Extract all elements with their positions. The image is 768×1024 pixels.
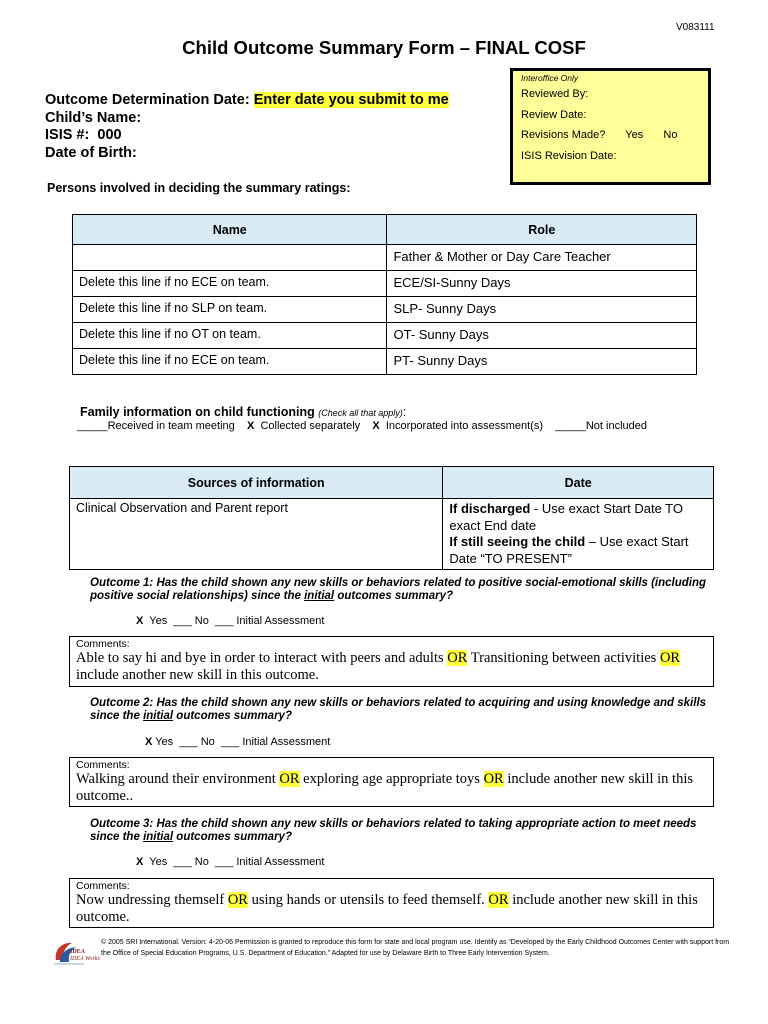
outcome-3-question — [90, 818, 710, 844]
persons-heading-text: Persons involved in deciding the summary ratings — [47, 181, 347, 195]
comment-part: using hands or utensils to feed themself. — [247, 892, 489, 908]
reviewed-by-field[interactable]: Reviewed By: — [521, 88, 589, 100]
svg-text:IDEA: IDEA — [70, 949, 86, 955]
discharged-label: If discharged — [449, 501, 531, 516]
answer-ia-blank[interactable]: ___ — [214, 856, 234, 868]
team-role-cell[interactable]: PT- Sunny Days — [387, 349, 697, 375]
isis-value[interactable]: 000 — [97, 127, 122, 143]
outcome-question-text: Outcome 2: Has the child shown any new skills or behaviors related to acquiring and using knowledge and skills since the — [90, 697, 707, 722]
answer-no-blank[interactable]: ___ — [173, 856, 192, 868]
name-column-header: Name — [73, 215, 387, 245]
outcome-1-question — [90, 577, 710, 603]
team-name-cell[interactable] — [73, 245, 387, 271]
comment-part: Able to say hi and bye in order to interact with peers and adults — [76, 650, 448, 666]
table-row — [73, 297, 697, 323]
team-table — [72, 214, 697, 375]
role-column-header: Role — [387, 215, 697, 245]
outcome-question-text: Outcome 3: Has the child shown any new skills or behaviors related to taking appropriate action to meet needs since the — [90, 818, 697, 843]
answer-initial-assessment: Initial Assessment — [236, 615, 325, 627]
form-title: Child Outcome Summary Form – FINAL COSF — [182, 37, 586, 58]
table-row — [73, 323, 697, 349]
outcome-2-answer — [145, 736, 330, 748]
team-name-cell[interactable]: Delete this line if no ECE on team. — [73, 349, 387, 375]
team-name-cell[interactable]: Delete this line if no SLP on team. — [73, 297, 387, 323]
outcome-1-comments[interactable] — [69, 636, 714, 687]
outcome-question-text: outcomes summary? — [173, 831, 292, 843]
answer-yes: Yes — [149, 615, 168, 627]
or-highlight: OR — [488, 892, 509, 908]
answer-check-mark[interactable]: X — [136, 615, 144, 627]
still-seeing-label: If still seeing the child — [449, 534, 586, 549]
revisions-no-option[interactable]: No — [663, 129, 678, 141]
family-heading-text: Family information on child functioning — [80, 405, 315, 419]
table-row — [70, 499, 714, 570]
svg-text:IDEA Works: IDEA Works — [70, 956, 100, 962]
comments-text — [76, 892, 707, 926]
comment-part: Walking around their environment — [76, 771, 280, 787]
still-seeing-text: – Use exact Start Date “TO PRESENT” — [449, 534, 689, 566]
interoffice-box — [510, 68, 711, 185]
comments-text — [76, 650, 707, 684]
comment-part: include another new skill in this outcome. — [76, 892, 698, 925]
team-role-cell[interactable]: SLP- Sunny Days — [387, 297, 697, 323]
option-check-mark[interactable]: X — [247, 420, 255, 432]
answer-no: No — [200, 736, 215, 748]
outcome-question-text: Outcome 1: Has the child shown any new skills or behaviors related to positive social-emotional skills (including positive social relationships) since the — [90, 577, 707, 602]
outcome-3-answer — [136, 856, 324, 868]
option-blank[interactable]: _____ — [555, 420, 586, 432]
comment-part: Transitioning between activities — [467, 650, 660, 666]
revisions-yes-option[interactable]: Yes — [625, 129, 644, 141]
child-info-block — [45, 92, 449, 162]
answer-check-mark[interactable]: X — [145, 736, 153, 748]
revisions-made-label: Revisions Made? — [521, 129, 606, 141]
comments-label: Comments: — [76, 759, 130, 771]
outcome-question-underline: initial — [143, 831, 174, 843]
family-heading-note: (Check all that apply) — [318, 408, 403, 418]
option-check-mark[interactable]: X — [372, 420, 380, 432]
comment-part: include another new skill in this outcome.. — [76, 771, 693, 804]
answer-no: No — [194, 856, 209, 868]
answer-yes: Yes — [155, 736, 174, 748]
or-highlight: OR — [227, 892, 248, 908]
date-column-header: Date — [443, 467, 714, 499]
comments-label: Comments: — [76, 880, 130, 892]
outcome-2-comments[interactable] — [69, 757, 714, 807]
outcome-2-question — [90, 697, 710, 723]
outcome-date-row — [45, 92, 449, 110]
review-date-field[interactable]: Review Date: — [521, 108, 587, 121]
family-options-line — [77, 420, 647, 432]
isis-revision-date-field[interactable]: ISIS Revision Date: — [521, 149, 617, 162]
outcome-1-answer — [136, 615, 324, 627]
option-collected-separately: Collected separately — [260, 420, 361, 432]
child-name-row — [45, 110, 449, 128]
persons-heading — [47, 181, 351, 195]
outcome-date-label: Outcome Determination Date: — [45, 92, 250, 108]
answer-ia-blank[interactable]: ___ — [214, 615, 234, 627]
interoffice-tag: Interoffice Only — [521, 73, 579, 83]
team-table-header — [73, 215, 697, 245]
outcome-question-text: outcomes summary? — [334, 590, 453, 602]
answer-check-mark[interactable]: X — [136, 856, 144, 868]
comment-part: exploring age appropriate toys — [299, 771, 484, 787]
team-role-cell[interactable]: Father & Mother or Day Care Teacher — [387, 245, 697, 271]
team-role-cell[interactable]: ECE/SI-Sunny Days — [387, 271, 697, 297]
answer-no-blank[interactable]: ___ — [173, 615, 192, 627]
or-highlight: OR — [483, 771, 504, 787]
sources-table-header — [70, 467, 714, 499]
team-name-cell[interactable]: Delete this line if no OT on team. — [73, 323, 387, 349]
answer-initial-assessment: Initial Assessment — [236, 856, 325, 868]
option-not-included: Not included — [585, 420, 647, 432]
or-highlight: OR — [659, 650, 681, 666]
discharged-text: - Use exact Start Date TO exact End date — [449, 501, 683, 533]
team-name-cell[interactable]: Delete this line if no ECE on team. — [73, 271, 387, 297]
outcome-question-underline: initial — [304, 590, 335, 602]
child-name-label: Child’s Name: — [45, 109, 142, 126]
team-role-cell[interactable]: OT- Sunny Days — [387, 323, 697, 349]
dob-row — [45, 145, 449, 163]
outcome-3-comments[interactable] — [69, 878, 714, 928]
persons-heading-colon: : — [346, 181, 351, 195]
answer-yes: Yes — [149, 856, 168, 868]
option-incorporated-into-assessment: Incorporated into assessment(s) — [385, 420, 543, 432]
table-row — [73, 271, 697, 297]
answer-no: No — [194, 615, 209, 627]
answer-initial-assessment: Initial Assessment — [242, 736, 331, 748]
option-blank[interactable]: _____ — [77, 420, 108, 432]
revisions-made-row — [521, 129, 700, 141]
outcome-question-text: outcomes summary? — [173, 710, 292, 722]
outcome-question-underline: initial — [143, 710, 174, 722]
dob-label: Date of Birth: — [45, 144, 137, 161]
sources-cell[interactable]: Clinical Observation and Parent report — [70, 499, 443, 570]
sources-column-header: Sources of information — [70, 467, 443, 499]
comment-part: Now undressing themself — [76, 892, 228, 908]
date-cell[interactable] — [443, 499, 714, 570]
option-received-in-team-meeting: Received in team meeting — [107, 420, 235, 432]
comment-part: include another new skill in this outcome. — [76, 667, 319, 683]
answer-ia-blank[interactable]: ___ — [220, 736, 240, 748]
comments-text — [76, 771, 707, 805]
idea-works-logo-icon — [52, 938, 100, 968]
table-row — [73, 349, 697, 375]
or-highlight: OR — [447, 650, 468, 666]
answer-no-blank[interactable]: ___ — [179, 736, 198, 748]
isis-row — [45, 127, 449, 145]
sources-table — [69, 466, 714, 570]
footer-copyright: © 2005 SRI International. Version: 4-20-06 Permission is granted to reproduce this form for state and local program use. Identify as “Developed by the Early Childhood Outcomes Center with support from the Office of Special Education Programs, U.S. Department of Education.” Adapted for use by Delaware Birth to Three Early Intervention System. — [101, 939, 730, 957]
family-heading — [80, 405, 406, 419]
outcome-date-field[interactable]: Enter date you submit to me — [253, 92, 449, 108]
comments-label: Comments: — [76, 638, 130, 650]
or-highlight: OR — [279, 771, 300, 787]
isis-label: ISIS #: — [45, 127, 90, 143]
family-heading-colon: : — [402, 405, 407, 419]
version-code: V083111 — [676, 22, 715, 33]
table-row — [73, 245, 697, 271]
